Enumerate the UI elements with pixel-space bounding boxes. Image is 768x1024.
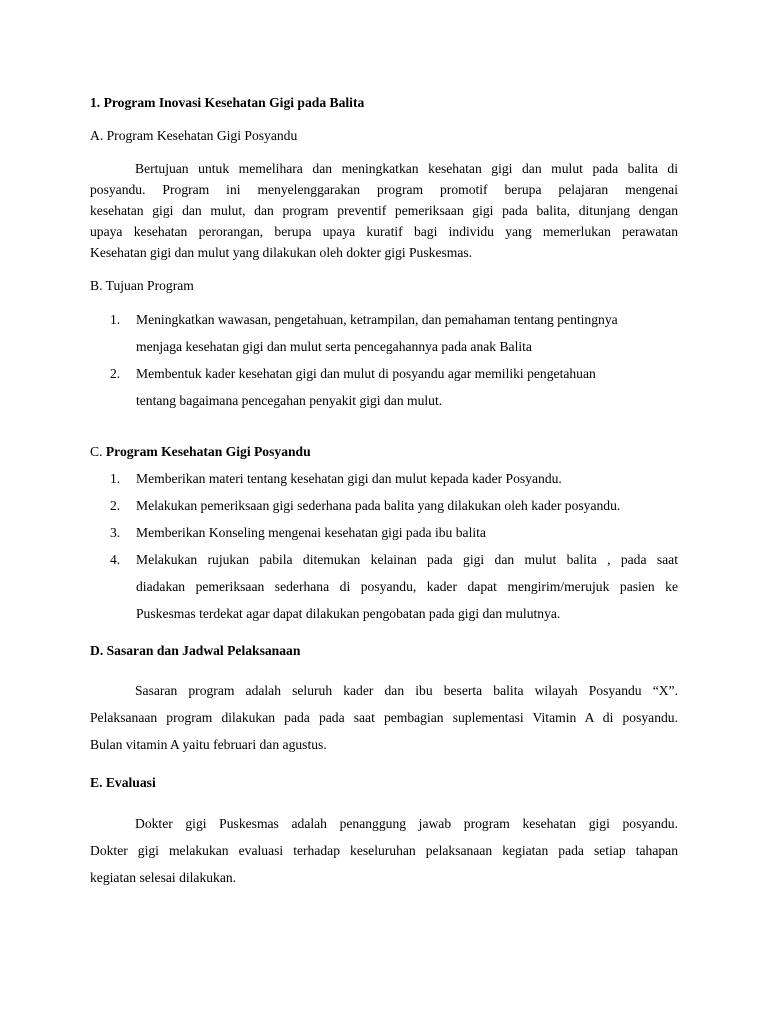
list-number: 4. xyxy=(110,552,121,567)
section-a-para-line: posyandu. Program ini menyelenggarakan program promotif berupa pelajaran mengenai xyxy=(90,182,678,197)
list-number: 2. xyxy=(110,498,121,513)
section-e-para-line: Dokter gigi Puskesmas adalah penanggung jawab program kesehatan gigi posyandu. xyxy=(135,816,678,831)
section-e-heading: E. Evaluasi xyxy=(90,775,156,790)
list-item-text: Meningkatkan wawasan, pengetahuan, ketrampilan, dan pemahaman tentang pentingnya xyxy=(136,312,618,327)
list-item-text: Puskesmas terdekat agar dapat dilakukan pengobatan pada gigi dan mulutnya. xyxy=(136,606,561,621)
list-item-text: diadakan pemeriksaan sederhana di posyandu, kader dapat mengirim/merujuk pasien ke xyxy=(136,579,678,594)
section-c-heading xyxy=(90,443,311,460)
section-d-para-line: Sasaran program adalah seluruh kader dan ibu beserta balita wilayah Posyandu “X”. xyxy=(135,683,678,698)
document-title: 1. Program Inovasi Kesehatan Gigi pada Balita xyxy=(90,95,365,110)
list-number: 2. xyxy=(110,366,121,381)
list-item-text: Melakukan pemeriksaan gigi sederhana pada balita yang dilakukan oleh kader posyandu. xyxy=(136,498,621,513)
list-number: 1. xyxy=(110,471,121,486)
section-a-para-line: kesehatan gigi dan mulut, dan program preventif pemeriksaan gigi pada balita, ditunjang dengan xyxy=(90,203,678,218)
section-d-heading: D. Sasaran dan Jadwal Pelaksanaan xyxy=(90,643,301,658)
section-e-para-line: kegiatan selesai dilakukan. xyxy=(90,870,237,885)
section-e-para-line: Dokter gigi melakukan evaluasi terhadap keseluruhan pelaksanaan kegiatan pada setiap tahapan xyxy=(90,843,678,858)
list-number: 3. xyxy=(110,525,121,540)
list-item-text: Memberikan materi tentang kesehatan gigi dan mulut kepada kader Posyandu. xyxy=(136,471,562,486)
section-b-heading: B. Tujuan Program xyxy=(90,278,194,293)
section-a-para-line: Kesehatan gigi dan mulut yang dilakukan oleh dokter gigi Puskesmas. xyxy=(90,245,473,260)
list-item-text: Melakukan rujukan pabila ditemukan kelainan pada gigi dan mulut balita , pada saat xyxy=(136,552,678,567)
section-a-para-line: Bertujuan untuk memelihara dan meningkatkan kesehatan gigi dan mulut pada balita di xyxy=(135,161,678,176)
section-a-heading: A. Program Kesehatan Gigi Posyandu xyxy=(90,128,298,143)
section-d-para-line: Bulan vitamin A yaitu februari dan agustus. xyxy=(90,737,327,752)
list-number: 1. xyxy=(110,312,121,327)
list-item-text: Membentuk kader kesehatan gigi dan mulut di posyandu agar memiliki pengetahuan xyxy=(136,366,596,381)
section-a-para-line: upaya kesehatan perorangan, berupa upaya kuratif bagi individu yang memerlukan perawatan xyxy=(90,224,678,239)
list-item-text: menjaga kesehatan gigi dan mulut serta pencegahannya pada anak Balita xyxy=(136,339,532,354)
section-c-title: Program Kesehatan Gigi Posyandu xyxy=(105,444,311,459)
section-d-para-line: Pelaksanaan program dilakukan pada pada saat pembagian suplementasi Vitamin A di posyandu. xyxy=(90,710,678,725)
section-c-prefix: C. xyxy=(90,444,106,459)
list-item-text: Memberikan Konseling mengenai kesehatan gigi pada ibu balita xyxy=(136,525,486,540)
list-item-text: tentang bagaimana pencegahan penyakit gigi dan mulut. xyxy=(136,393,443,408)
